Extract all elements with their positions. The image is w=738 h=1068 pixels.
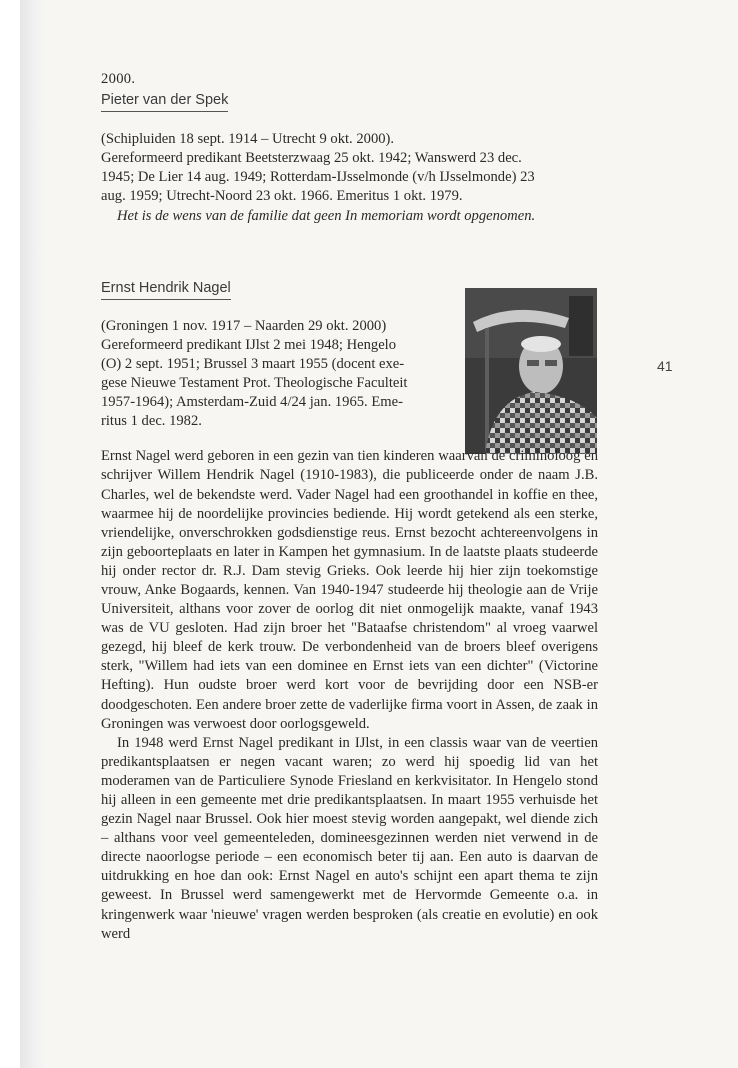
entry-heading-pieter-van-der-spek: Pieter van der Spek [101, 91, 228, 112]
body-paragraph: Ernst Nagel werd geboren in een gezin van tien kinderen waarvan de criminoloog en schrijver Willem Hendrik Nagel (1910-1983), die publiceerde onder de naam J.B. Charles, wel de bekendste werd. Vader Nagel had een groothandel in koffie en thee, waarmee hij de noordelijke provincies bediende. Hij wordt getekend als een sterke, vriendelijke, onverschrokken godsdienstige reus. Ernst bezocht achtereenvolgens in zijn geboorteplaats en later in Kampen het gymnasium. In de laatste plaats studeerde hij onder rector dr. R.J. Dam stevig Grieks. Ook leerde hij hier zijn toekomstige vrouw, Anke Bogaards, kennen. Van 1940-1947 studeerde hij theologie aan de Vrije Universiteit, althans voor zover de oorlog dit niet onmogelijk maakte, vanaf 1943 was de VU gesloten. Had zijn broer het "Bataafse christendom" al vroeg vaarwel gezegd, hij bleef de kerk trouw. De verbondenheid van de broers bleef overigens sterk, "Willem had iets van een dominee en Ernst iets van een dichter" (Victorine Hefting). Hun oudste broer werd kort voor de bevrijding door een NSB-er doodgeschoten. Een andere broer zette de vaderlijke firma voort in Assen, de zaak in Groningen was verwoest door oorlogsgeweld. [101, 448, 598, 732]
bio-line: 1945; De Lier 14 aug. 1949; Rotterdam-IJsselmonde (v/h IJsselmonde) 23 [101, 169, 535, 186]
page-number: 41 [657, 358, 673, 374]
previous-entry-tail: 2000. [101, 71, 136, 87]
bio-line: (Schipluiden 18 sept. 1914 – Utrecht 9 okt. 2000). [101, 131, 395, 148]
entry-heading-ernst-hendrik-nagel: Ernst Hendrik Nagel [101, 279, 231, 300]
bio-line: 1957-1964); Amsterdam-Zuid 4/24 jan. 1965. Eme- [101, 394, 403, 411]
bio-line: aug. 1959; Utrecht-Noord 23 okt. 1966. Emeritus 1 okt. 1979. [101, 188, 463, 205]
page-content [101, 70, 598, 944]
family-note: Het is de wens van de familie dat geen In memoriam wordt opgenomen. [117, 207, 536, 224]
bio-line: (O) 2 sept. 1951; Brussel 3 maart 1955 (docent exe- [101, 355, 405, 372]
page-binding [20, 0, 46, 1068]
bio-line: ritus 1 dec. 1982. [101, 413, 202, 430]
bio-line: gese Nieuwe Testament Prot. Theologische Faculteit [101, 375, 408, 392]
bio-line: Gereformeerd predikant Beetsterzwaag 25 okt. 1942; Wanswerd 23 dec. [101, 150, 522, 167]
bio-line: (Groningen 1 nov. 1917 – Naarden 29 okt. 2000) [101, 317, 387, 334]
bio-line: Gereformeerd predikant IJlst 2 mei 1948; Hengelo [101, 336, 397, 353]
body-paragraph: In 1948 werd Ernst Nagel predikant in IJlst, in een classis waar van de veertien predikantsplaatsen er negen vacant waren; zo werd hij spoedig lid van het moderamen van de Particuliere Synode Friesland en kerkvisitator. In Hengelo stond hij alleen in een gemeente met drie predikantsplaatsen. In maart 1955 verhuisde het gezin Nagel naar Brussel. Ook hier moest stevig worden aangepakt, wel diende zich – althans voor veel gemeenteleden, domineesgezinnen werden niet verwend in de directe naoorlogse periode – een economisch beter tij aan. Een auto is daarvan de uitdrukking en hoe dan ook: Ernst Nagel en auto's schijnt een apart thema te zijn geweest. In Brussel werd samengewerkt met de Hervormde Gemeente o.a. in kringenwerk waar 'nieuwe' vragen werden besproken (als creatie en evolutie) en ook werd [101, 734, 598, 942]
